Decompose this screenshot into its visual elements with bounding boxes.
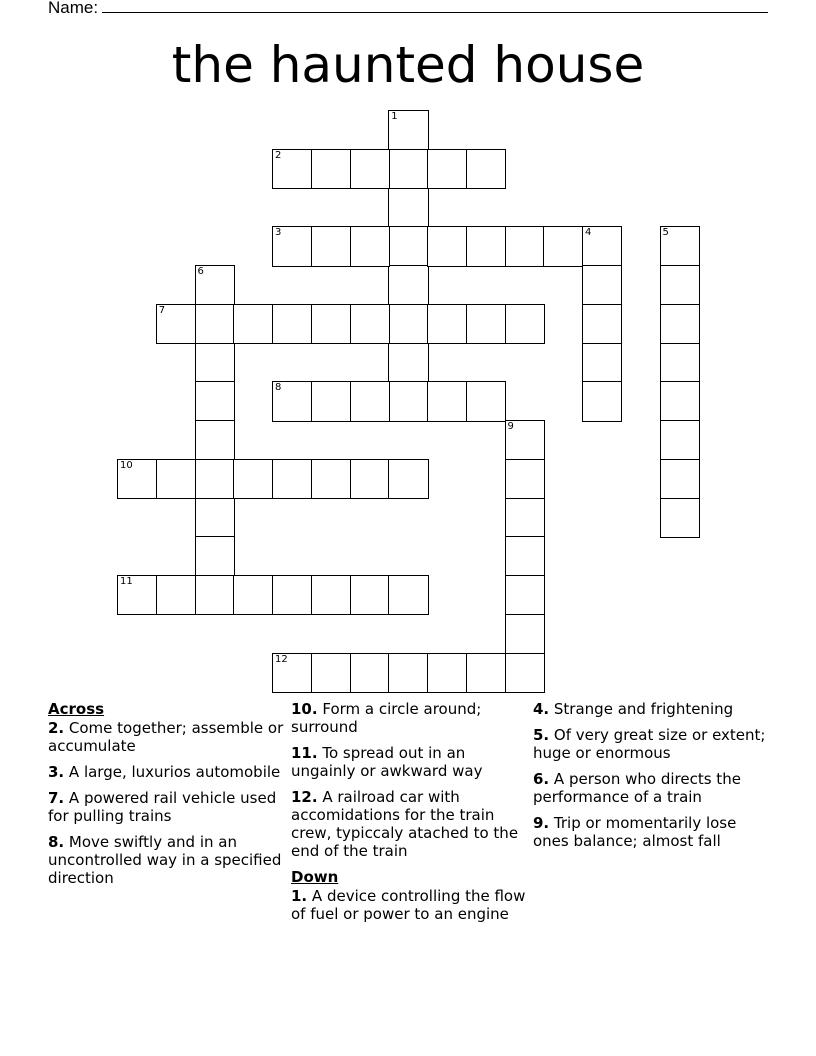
page-title: the haunted house (171, 36, 645, 94)
clue-number-label: 10 (120, 459, 133, 471)
grid-cell[interactable] (233, 575, 273, 615)
grid-cell[interactable] (311, 149, 351, 189)
clue-number: 11. (291, 744, 318, 762)
clue-number: 12. (291, 788, 318, 806)
grid-cell[interactable] (156, 304, 196, 344)
grid-cell[interactable] (427, 304, 467, 344)
grid-cell[interactable] (350, 226, 390, 266)
clue-number-label: 8 (275, 382, 282, 394)
grid-cell[interactable] (505, 575, 545, 615)
clue-text: Strange and frightening (549, 700, 734, 718)
grid-cell[interactable] (388, 188, 428, 228)
clue-number: 2. (48, 719, 65, 737)
grid-cell[interactable] (660, 265, 700, 305)
grid-cell[interactable] (272, 149, 312, 189)
clue-text: To spread out in an ungainly or awkward way (291, 744, 483, 780)
clue-down-1 (291, 887, 529, 923)
clue-across-12 (291, 788, 529, 860)
clue-number-label: 6 (197, 266, 204, 277)
grid-cell[interactable] (388, 575, 428, 615)
clue-text: Form a circle around; surround (291, 700, 482, 736)
grid-cell[interactable] (388, 381, 428, 421)
grid-cell[interactable] (350, 304, 390, 344)
grid-cell[interactable] (117, 575, 157, 615)
grid-cell[interactable] (195, 536, 235, 576)
grid-cell[interactable] (466, 653, 506, 693)
grid-cell[interactable] (311, 304, 351, 344)
clue-number-label: 5 (662, 227, 669, 239)
grid-cell[interactable] (427, 226, 467, 266)
grid-cell[interactable] (466, 149, 506, 189)
grid-cell[interactable] (505, 420, 545, 460)
grid-cell[interactable] (156, 459, 196, 499)
grid-cell[interactable] (350, 575, 390, 615)
clue-text: Of very great size or extent; huge or enormous (533, 726, 766, 762)
grid-cell[interactable] (582, 304, 622, 344)
grid-cell[interactable] (660, 459, 700, 499)
grid-cell[interactable] (466, 226, 506, 266)
grid-cell[interactable] (505, 536, 545, 576)
grid-cell[interactable] (582, 381, 622, 421)
clues-column-1 (48, 700, 284, 895)
grid-cell[interactable] (272, 304, 312, 344)
clue-number-label: 9 (507, 421, 514, 432)
grid-cell[interactable] (427, 653, 467, 693)
grid-cell[interactable] (505, 614, 545, 654)
clue-text: Trip or momentarily lose ones balance; almost fall (533, 814, 737, 850)
grid-cell[interactable] (350, 459, 390, 499)
grid-cell[interactable] (582, 226, 622, 266)
grid-cell[interactable] (466, 381, 506, 421)
clue-number: 7. (48, 789, 65, 807)
grid-cell[interactable] (660, 226, 700, 266)
grid-cell[interactable] (660, 420, 700, 460)
grid-cell[interactable] (233, 459, 273, 499)
grid-cell[interactable] (156, 575, 196, 615)
name-label: Name: (48, 0, 99, 17)
clue-across-8 (48, 833, 284, 887)
grid-cell[interactable] (505, 653, 545, 693)
clue-number-label: 3 (275, 227, 282, 239)
grid-cell[interactable] (582, 265, 622, 305)
grid-cell[interactable] (388, 343, 428, 383)
clue-text: Move swiftly and in an uncontrolled way in a specified direction (48, 833, 282, 887)
clue-number-label: 2 (275, 149, 282, 161)
clue-across-10 (291, 700, 529, 736)
grid-cell[interactable] (660, 498, 700, 538)
grid-cell[interactable] (388, 226, 428, 266)
grid-cell[interactable] (117, 459, 157, 499)
grid-cell[interactable] (388, 459, 428, 499)
grid-cell[interactable] (272, 381, 312, 421)
grid-cell[interactable] (388, 653, 428, 693)
grid-cell[interactable] (311, 226, 351, 266)
grid-cell[interactable] (272, 653, 312, 693)
grid-cell[interactable] (311, 575, 351, 615)
clue-text: A railroad car with accomidations for the train crew, typiccaly atached to the end of the train (291, 788, 519, 860)
grid-cell[interactable] (505, 459, 545, 499)
clue-number-label: 7 (158, 304, 166, 316)
grid-cell[interactable] (660, 381, 700, 421)
grid-cell[interactable] (311, 381, 351, 421)
grid-cell[interactable] (505, 226, 545, 266)
grid-cell[interactable] (505, 304, 545, 344)
clues-column-2 (291, 700, 529, 931)
clue-down-5 (533, 726, 773, 762)
clue-number-label: 12 (275, 653, 288, 665)
grid-cell[interactable] (350, 149, 390, 189)
clue-number-label: 11 (120, 576, 133, 587)
grid-cell[interactable] (660, 304, 700, 344)
grid-cell[interactable] (350, 653, 390, 693)
clue-down-9 (533, 814, 773, 850)
clue-number: 6. (533, 770, 550, 788)
grid-cell[interactable] (272, 459, 312, 499)
clue-down-6 (533, 770, 773, 806)
clue-across-3 (48, 763, 284, 781)
down-heading: Down (291, 868, 339, 886)
grid-cell[interactable] (195, 459, 235, 499)
clue-number-label: 1 (391, 111, 398, 122)
clue-number: 5. (533, 726, 550, 744)
clue-across-7 (48, 789, 284, 825)
grid-cell[interactable] (195, 575, 235, 615)
grid-cell[interactable] (311, 653, 351, 693)
clue-number: 3. (48, 763, 65, 781)
grid-cell[interactable] (388, 304, 428, 344)
grid-cell[interactable] (195, 343, 235, 383)
grid-cell[interactable] (195, 381, 235, 421)
clue-number: 8. (48, 833, 65, 851)
clue-text: A person who directs the performance of a train (533, 770, 741, 806)
grid-cell[interactable] (195, 265, 235, 305)
clue-across-11 (291, 744, 529, 780)
grid-cell[interactable] (427, 149, 467, 189)
grid-cell[interactable] (272, 575, 312, 615)
grid-cell[interactable] (195, 420, 235, 460)
clues-column-3 (533, 700, 773, 858)
grid-cell[interactable] (543, 226, 583, 266)
grid-cell[interactable] (233, 304, 273, 344)
grid-cell[interactable] (466, 304, 506, 344)
clue-down-4 (533, 700, 773, 718)
grid-cell[interactable] (388, 265, 428, 305)
clue-across-2 (48, 719, 284, 755)
across-heading: Across (48, 700, 105, 718)
clue-number: 9. (533, 814, 550, 832)
grid-cell[interactable] (388, 149, 428, 189)
clue-number: 1. (291, 887, 308, 905)
grid-cell[interactable] (427, 381, 467, 421)
clue-text: Come together; assemble or accumulate (48, 719, 284, 755)
grid-cell[interactable] (272, 226, 312, 266)
clue-number: 4. (533, 700, 550, 718)
grid-cell[interactable] (582, 343, 622, 383)
grid-cell[interactable] (505, 498, 545, 538)
clue-text: A powered rail vehicle used for pulling trains (48, 789, 277, 825)
grid-cell[interactable] (311, 459, 351, 499)
grid-cell[interactable] (195, 498, 235, 538)
clue-number-label: 4 (585, 227, 592, 239)
grid-cell[interactable] (660, 343, 700, 383)
grid-cell[interactable] (195, 304, 235, 344)
grid-cell[interactable] (350, 381, 390, 421)
clue-text: A large, luxurios automobile (64, 763, 281, 781)
clue-number: 10. (291, 700, 318, 718)
grid-cell[interactable] (388, 110, 428, 150)
clue-text: A device controlling the flow of fuel or power to an engine (291, 887, 526, 923)
